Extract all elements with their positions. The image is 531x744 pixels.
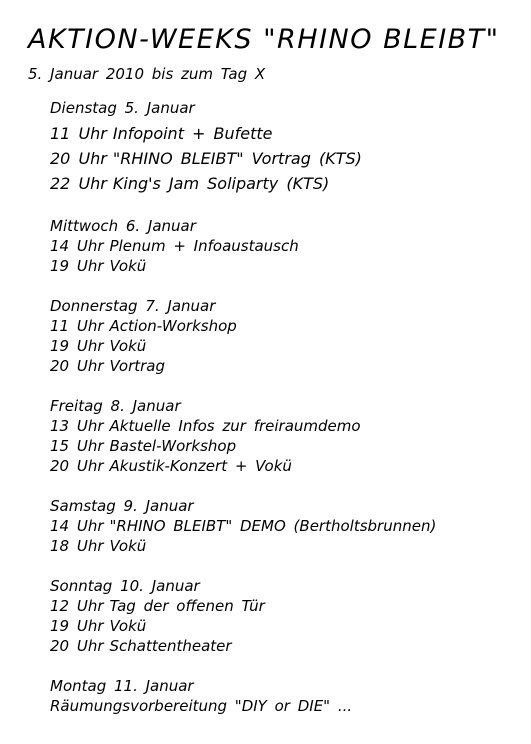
event-name: Akustik-Konzert + Vokü — [109, 457, 292, 475]
day-heading: Freitag 8. Januar — [50, 397, 181, 415]
event-time: 12 Uhr — [50, 597, 104, 615]
event-name: "RHINO BLEIBT" Vortrag (KTS) — [112, 149, 362, 168]
event-row — [50, 636, 520, 656]
event-time: 20 Uhr — [50, 637, 104, 655]
day-heading: Mittwoch 6. Januar — [50, 217, 196, 235]
event-row — [50, 236, 520, 256]
event-name: Schattentheater — [109, 637, 232, 655]
event-row — [50, 121, 520, 146]
event-name: Vokü — [109, 617, 147, 635]
event-row — [50, 416, 520, 436]
event-time: 19 Uhr — [50, 337, 104, 355]
event-name: Bastel-Workshop — [109, 437, 237, 455]
event-name: Vokü — [109, 537, 147, 555]
event-row — [50, 456, 520, 476]
event-row — [50, 616, 520, 636]
event-row — [50, 336, 520, 356]
event-row — [50, 596, 520, 616]
event-row — [50, 436, 520, 456]
event-name: Vortrag — [109, 357, 166, 375]
event-row — [50, 316, 520, 336]
event-time: 20 Uhr — [50, 357, 104, 375]
event-name: Infopoint + Bufette — [112, 124, 273, 143]
day-heading: Sonntag 10. Januar — [50, 577, 200, 595]
event-time: 15 Uhr — [50, 437, 104, 455]
event-time: 11 Uhr — [50, 124, 107, 143]
event-name: Tag der offenen Tür — [109, 597, 265, 615]
event-name: Aktuelle Infos zur freiraumdemo — [109, 417, 361, 435]
event-time: 19 Uhr — [50, 257, 104, 275]
day-heading: Montag 11. Januar — [50, 677, 194, 695]
day-block — [50, 576, 520, 656]
event-name: Vokü — [109, 337, 147, 355]
event-time: 22 Uhr — [50, 174, 107, 193]
schedule — [50, 96, 520, 716]
event-name: King's Jam Soliparty (KTS) — [112, 174, 330, 193]
event-name: Action-Workshop — [109, 317, 237, 335]
event-row — [50, 356, 520, 376]
event-row — [50, 516, 520, 536]
day-heading: Dienstag 5. Januar — [50, 99, 195, 117]
event-time: 20 Uhr — [50, 457, 104, 475]
event-time: 19 Uhr — [50, 617, 104, 635]
day-block — [50, 676, 520, 716]
day-block — [50, 96, 520, 196]
event-row — [50, 256, 520, 276]
event-row — [50, 536, 520, 556]
event-name: Plenum + Infoaustausch — [109, 237, 299, 255]
event-name: "RHINO BLEIBT" DEMO (Bertholtsbrunnen) — [109, 517, 437, 535]
day-block — [50, 216, 520, 276]
event-row — [50, 146, 520, 171]
day-heading: Samstag 9. Januar — [50, 497, 194, 515]
event-time: 20 Uhr — [50, 149, 107, 168]
day-block — [50, 396, 520, 476]
event-time: 14 Uhr — [50, 237, 104, 255]
event-row — [50, 171, 520, 196]
event-time: 18 Uhr — [50, 537, 104, 555]
date-range-subtitle: 5. Januar 2010 bis zum Tag X — [28, 65, 266, 83]
event-time: 13 Uhr — [50, 417, 104, 435]
event-row — [50, 696, 520, 716]
event-time: 11 Uhr — [50, 317, 104, 335]
day-block — [50, 496, 520, 556]
event-name: Vokü — [109, 257, 147, 275]
event-time: 14 Uhr — [50, 517, 104, 535]
day-block — [50, 296, 520, 376]
event-name: Räumungsvorbereitung "DIY or DIE" ... — [50, 697, 353, 715]
page-title: AKTION-WEEKS "RHINO BLEIBT" — [28, 24, 500, 55]
day-heading: Donnerstag 7. Januar — [50, 297, 216, 315]
